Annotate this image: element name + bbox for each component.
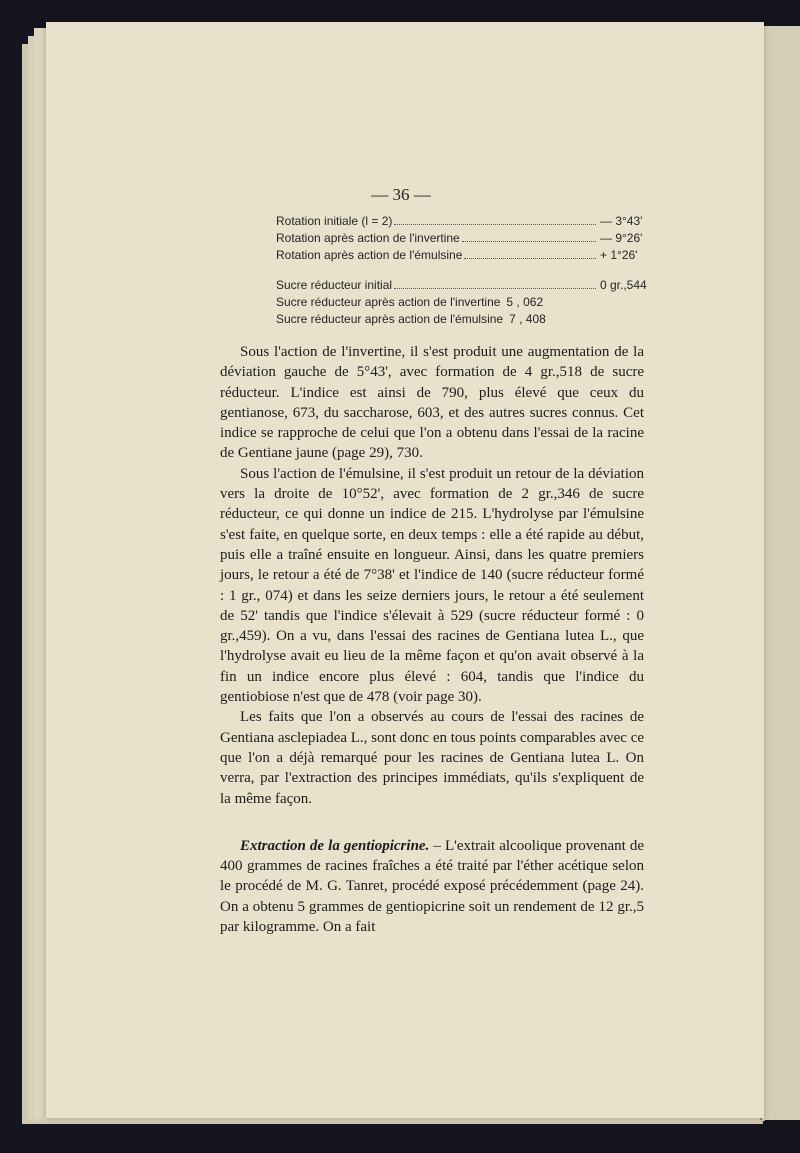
- rotation-measurements: [276, 213, 656, 264]
- measurement-label: Sucre réducteur après action de l'émulsine: [276, 312, 504, 326]
- measurement-label: Rotation après action de l'émulsine: [276, 248, 463, 262]
- measurement-row: [276, 230, 656, 247]
- paragraph-emulsine: Sous l'action de l'émulsine, il s'est produit un retour de la déviation vers la droite de 10°52', avec formation de 2 gr.,346 de sucre réducteur, ce qui donne un indice de 215. L'hydrolyse par l'émulsine s'est faite, en quelque sorte, en deux temps : elle a été rapide au début, puis elle a traîné ensuite en longueur. Ainsi, dans les quatre premiers jours, le retour a été de 7°38' et l'indice de 140 (sucre réducteur formé : 1 gr., 074) et dans les seize derniers jours, le retour a été seulement de 52' tandis que l'indice s'élevait à 529 (sucre réducteur formé : 0 gr.,459). On a vu, dans l'essai des racines de Gentiana lutea L., que l'hydrolyse avait eu lieu de la même façon et qu'on avait observé à la fin un indice encore plus élevé : 604, tandis que l'indice du gentiobiose n'est que de 478 (voir page 30).: [220, 465, 644, 706]
- measurement-label: Rotation après action de l'invertine: [276, 231, 460, 245]
- measurement-label: Sucre réducteur initial: [276, 278, 393, 292]
- measurement-value: — 3°43': [600, 214, 643, 228]
- measurement-row: [276, 213, 656, 230]
- book-page: [46, 22, 764, 1118]
- dot-leader: [462, 240, 596, 242]
- measurement-row: [276, 277, 656, 294]
- dot-leader: [394, 287, 596, 289]
- paragraph-extraction-text: – L'extrait alcoolique provenant de 400 grammes de racines fraîches a été traité par l'éther acétique selon le procédé de M. G. Tanret, procédé exposé précédemment (page 24). On a obtenu 5 grammes de gentiopicrine soit un rendement de 12 gr.,5 par kilogramme. On a fait: [220, 837, 644, 936]
- measurement-value: — 9°26': [600, 231, 643, 245]
- paragraph-invertine: Sous l'action de l'invertine, il s'est produit une augmentation de la déviation gauche de 5°43', avec formation de 4 gr.,518 de sucre réducteur. L'indice est ainsi de 790, plus élevé que ceux du gentianose, 673, du saccharose, 603, et des autres sucres connus. Cet indice se rapproche de celui que l'on a obtenu dans l'essai de la racine de Gentiane jaune (page 29), 730.: [220, 344, 644, 462]
- measurement-value: + 1°26': [600, 248, 638, 262]
- measurement-value: 0 gr.,544: [600, 278, 647, 292]
- body-text: [220, 342, 644, 937]
- facing-page-edge: [760, 26, 800, 1120]
- measurement-value: 7 , 408: [509, 312, 546, 326]
- measurement-row: [276, 294, 656, 311]
- measurement-value: 5 , 062: [506, 295, 544, 309]
- section-heading: Extraction de la gentiopicrine.: [240, 837, 430, 854]
- paragraph-comparison: Les faits que l'on a observés au cours de l'essai des racines de Gentiana asclepiadea L., sont donc en tous points comparables avec ce que l'on a déjà remarqué pour les racines de Gentiana lutea L. On verra, par l'extraction des principes immédiats, qu'ils s'expliquent de la même façon.: [220, 709, 645, 807]
- page-number: — 36 —: [371, 185, 431, 204]
- measurement-label: Sucre réducteur après action de l'invertine: [276, 295, 501, 309]
- dot-leader: [394, 223, 596, 225]
- sugar-measurements: [276, 277, 656, 328]
- measurement-row: [276, 311, 656, 328]
- dot-leader: [464, 257, 596, 259]
- measurement-row: [276, 247, 656, 264]
- measurement-label: Rotation initiale (l = 2): [276, 214, 393, 228]
- paragraph-extraction: [220, 836, 644, 937]
